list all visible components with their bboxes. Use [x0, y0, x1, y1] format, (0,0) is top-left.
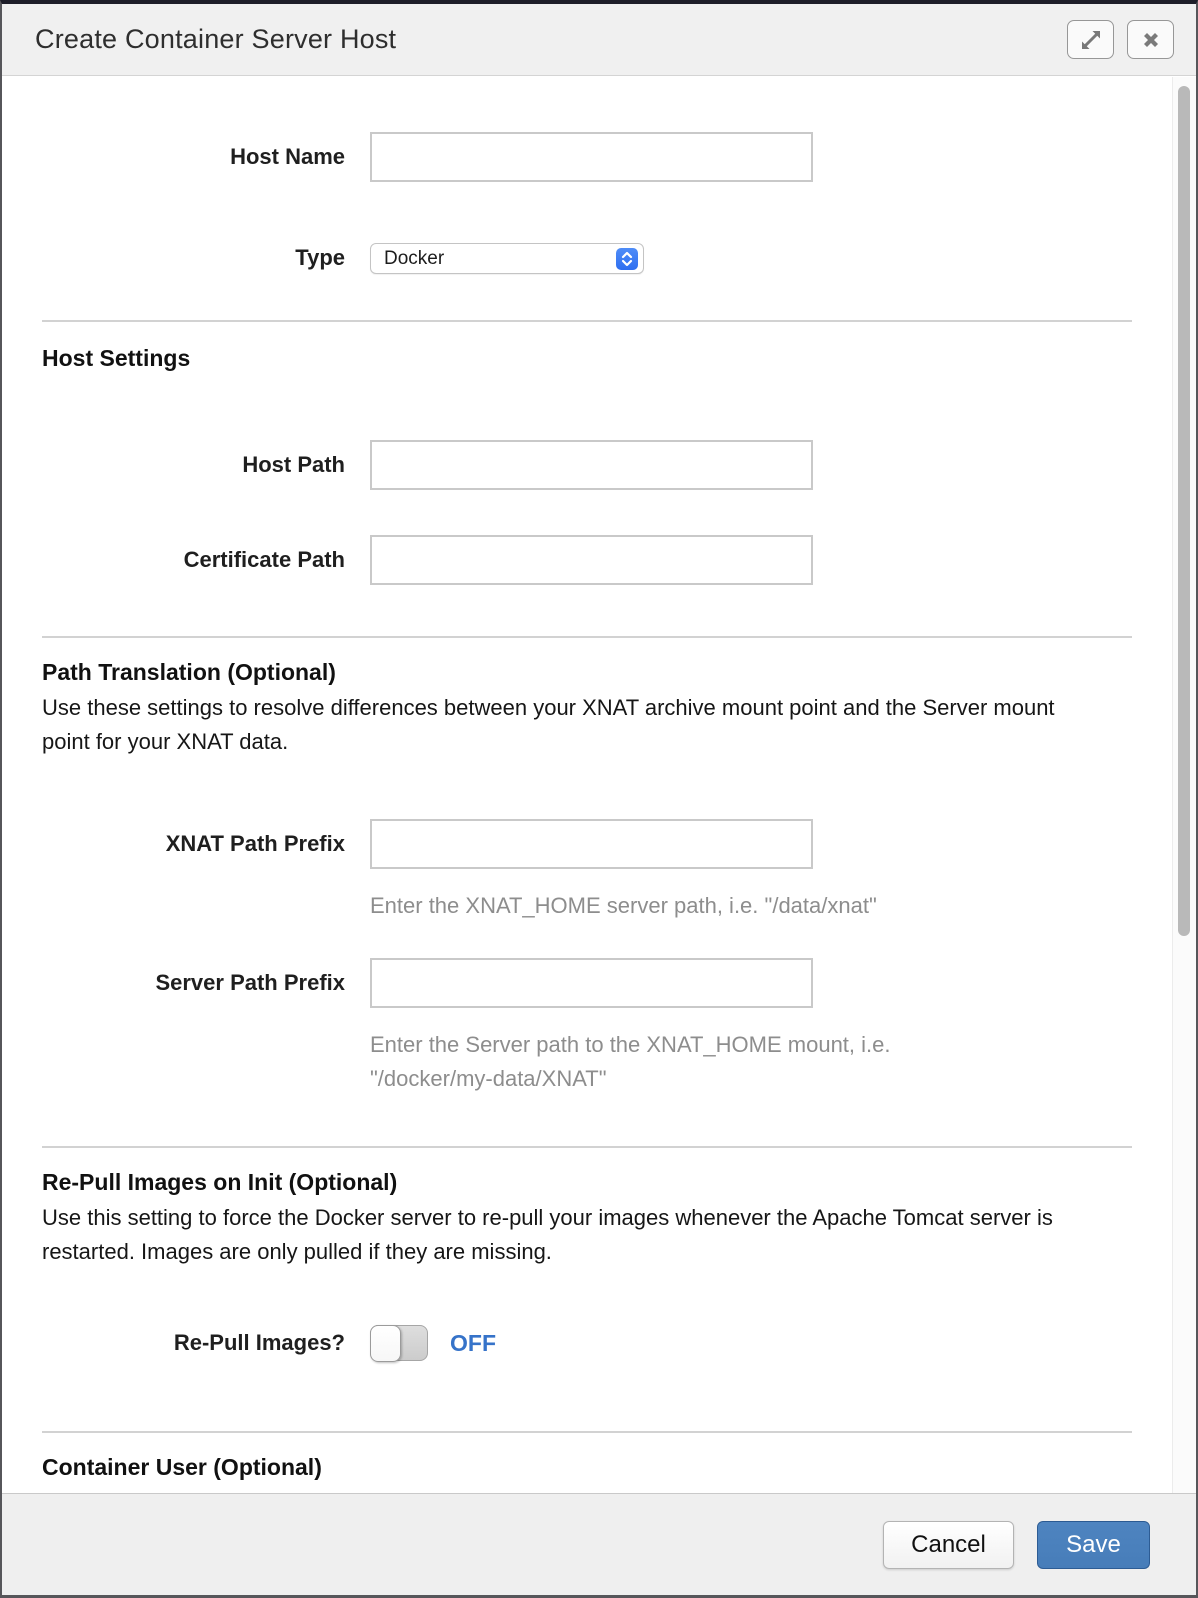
scrollbar-track[interactable]	[1172, 77, 1196, 1493]
type-label: Type	[295, 245, 345, 271]
scrollbar-thumb[interactable]	[1178, 86, 1190, 936]
dialog-footer	[2, 1493, 1196, 1595]
container-user-heading: Container User (Optional)	[42, 1454, 322, 1480]
host-path-row	[42, 440, 1132, 490]
certificate-path-input[interactable]	[370, 535, 813, 585]
repull-toggle-state: OFF	[450, 1329, 496, 1356]
expand-button[interactable]	[1067, 20, 1114, 59]
server-path-prefix-input[interactable]	[370, 958, 813, 1008]
expand-icon	[1080, 29, 1102, 51]
repull-toggle[interactable]	[370, 1325, 428, 1361]
select-stepper-icon	[616, 248, 638, 270]
repull-toggle-knob	[370, 1325, 401, 1362]
server-path-prefix-hint: Enter the Server path to the XNAT_HOME mount, i.e. "/docker/my-data/XNAT"	[370, 1032, 891, 1091]
dialog-title: Create Container Server Host	[35, 24, 397, 54]
dialog-titlebar	[2, 4, 1196, 76]
host-path-input[interactable]	[370, 440, 813, 490]
section-divider	[42, 636, 1132, 638]
host-name-label: Host Name	[230, 143, 345, 169]
cancel-button[interactable]: Cancel	[883, 1521, 1014, 1569]
section-divider	[42, 1431, 1132, 1433]
server-path-prefix-row	[42, 958, 1132, 1008]
path-translation-description: Use these settings to resolve differences between your XNAT archive mount point and the Server mount point for your XNAT data.	[42, 695, 1055, 754]
host-path-label: Host Path	[242, 451, 345, 477]
path-translation-heading: Path Translation (Optional)	[42, 659, 336, 685]
repull-toggle-row	[42, 1325, 1132, 1361]
type-select-value: Docker	[384, 247, 445, 269]
section-divider	[42, 320, 1132, 322]
host-name-row	[42, 132, 1132, 182]
xnat-path-prefix-row	[42, 819, 1132, 869]
repull-toggle-label: Re-Pull Images?	[173, 1329, 345, 1355]
dialog-body	[2, 77, 1196, 1493]
container-host-form	[2, 77, 1196, 1554]
server-path-prefix-label: Server Path Prefix	[155, 969, 345, 995]
type-select[interactable]	[370, 243, 644, 274]
certificate-path-label: Certificate Path	[183, 546, 345, 572]
certificate-path-row	[42, 535, 1132, 585]
section-divider	[42, 1146, 1132, 1148]
host-settings-heading: Host Settings	[42, 345, 191, 371]
save-button[interactable]: Save	[1037, 1521, 1150, 1569]
xnat-path-prefix-hint: Enter the XNAT_HOME server path, i.e. "/data/xnat"	[370, 893, 877, 918]
xnat-path-prefix-label: XNAT Path Prefix	[165, 830, 345, 856]
repull-description: Use this setting to force the Docker server to re-pull your images whenever the Apache Tomcat server is restarted. Images are only pulled if they are missing.	[42, 1205, 1053, 1264]
close-button[interactable]	[1127, 20, 1174, 59]
repull-heading: Re-Pull Images on Init (Optional)	[42, 1169, 398, 1195]
close-icon	[1141, 30, 1161, 50]
xnat-path-prefix-input[interactable]	[370, 819, 813, 869]
type-row	[42, 243, 1132, 274]
host-name-input[interactable]	[370, 132, 813, 182]
